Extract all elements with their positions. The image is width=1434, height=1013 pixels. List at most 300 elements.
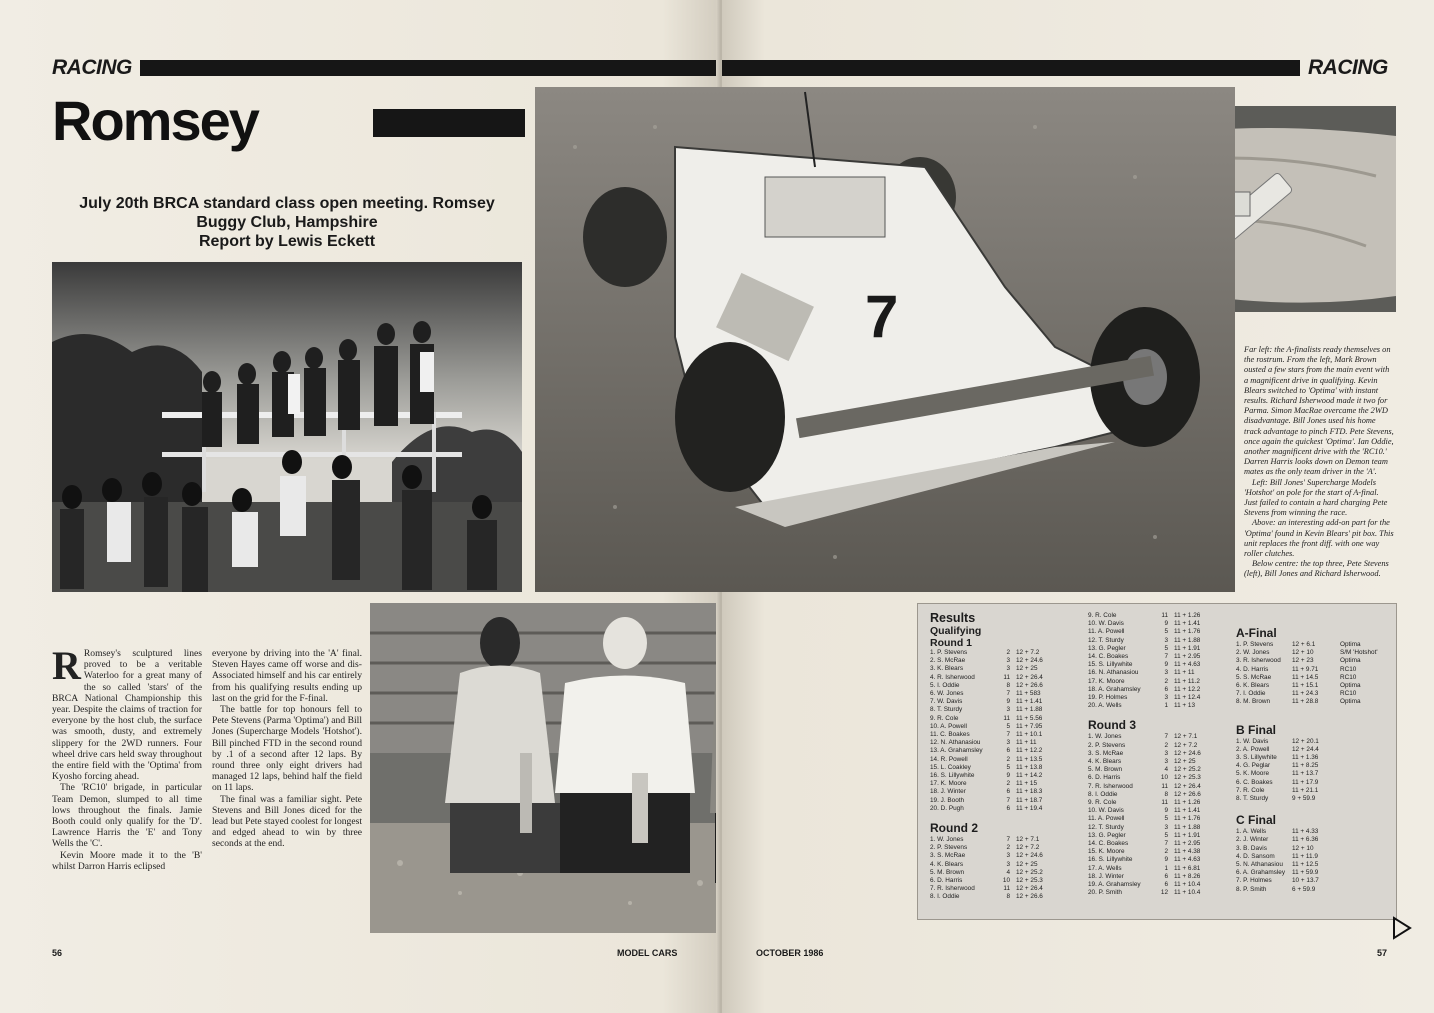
result-cell: 6 <box>1164 881 1168 889</box>
result-row <box>1088 758 1238 766</box>
result-cell: 11 + 18.3 <box>1016 788 1043 796</box>
result-cell: 7 <box>1164 733 1168 741</box>
result-row <box>930 723 1080 731</box>
result-row <box>1236 746 1392 754</box>
result-cell: 12 + 7.2 <box>1016 649 1040 656</box>
result-cell: 7. I. Oddie <box>1236 690 1266 698</box>
result-cell: RC10 <box>1340 673 1357 681</box>
result-cell: 6. A. Grahamsley <box>1236 869 1286 877</box>
result-cell: 11 <box>1161 799 1168 807</box>
result-row <box>930 739 1080 747</box>
a-final-rows <box>1236 641 1392 707</box>
result-row <box>1088 702 1238 710</box>
result-cell: 12 + 10 <box>1292 844 1314 852</box>
result-cell: 9 <box>1006 772 1010 780</box>
result-cell: 3. S. McRae <box>1088 749 1124 757</box>
result-cell: 14. C. Boakes <box>1088 840 1129 848</box>
result-cell: 11 + 11 <box>1174 669 1195 677</box>
result-cell: 1. W. Davis <box>1236 737 1269 745</box>
result-cell: 17. K. Moore <box>1088 677 1125 685</box>
c-final-rows <box>1236 828 1392 894</box>
result-cell: 12 + 26.6 <box>1174 790 1201 798</box>
issue-date: OCTOBER 1986 <box>756 948 824 958</box>
result-row <box>1088 750 1238 758</box>
body-paragraph: The battle for top honours fell to Pete Stevens (Parma 'Optima') and Bill Jones (Supercharge Models 'Hotshot'). Bill pinched FTD in the second round by .1 of a second after 12 laps. By round three only eight drivers had managed 12 laps, behind half the field on 11 laps. <box>212 704 362 794</box>
result-cell: 18. J. Winter <box>930 788 966 796</box>
result-cell: 19. P. Holmes <box>1088 694 1128 702</box>
result-row <box>930 869 1080 877</box>
round-2-continued-rows <box>1088 612 1238 710</box>
body-paragraph: everyone by driving into the 'A' final. Steven Hayes came off worse and dis-Associated himself and his car entirely from his qualifying results ending up last on the grid for the F-final. <box>212 648 362 704</box>
result-row <box>1088 865 1238 873</box>
result-cell: 7. R. Isherwood <box>1088 782 1133 790</box>
result-cell: 4. D. Sansom <box>1236 852 1275 860</box>
result-cell: 12 + 26.6 <box>1016 893 1043 901</box>
result-cell: 18. J. Winter <box>1088 872 1124 880</box>
result-cell: 3 <box>1164 823 1168 831</box>
result-cell: 11 + 11 <box>1016 739 1037 747</box>
result-cell: 12 + 26.4 <box>1016 673 1043 681</box>
result-row <box>1088 628 1238 636</box>
result-cell: 11 + 14.5 <box>1292 673 1319 681</box>
result-cell: 11 + 6.81 <box>1174 864 1201 872</box>
result-cell: 19. A. Grahamsley <box>1088 881 1141 889</box>
result-cell: 16. S. Lillywhite <box>1088 856 1133 864</box>
result-row <box>1236 886 1392 894</box>
result-cell: 2 <box>1164 848 1168 856</box>
result-cell: 12 + 24.6 <box>1016 852 1043 860</box>
result-row <box>1236 779 1392 787</box>
result-cell: 11 + 1.76 <box>1174 815 1201 823</box>
result-cell: 1. P. Stevens <box>1236 641 1274 648</box>
standfirst <box>52 194 522 251</box>
result-cell: 10 + 13.7 <box>1292 877 1319 885</box>
result-cell: 3. R. Isherwood <box>1236 657 1281 665</box>
result-cell: 11 + 21.1 <box>1292 786 1319 794</box>
result-cell: 1 <box>1164 702 1168 710</box>
result-cell: 11 + 13.8 <box>1016 763 1043 771</box>
result-cell: 20. A. Wells <box>1088 702 1122 710</box>
result-row <box>930 649 1080 657</box>
result-cell: 2 <box>1006 755 1010 763</box>
result-cell: 3 <box>1006 706 1010 714</box>
result-cell: 6. C. Boakes <box>1236 778 1273 786</box>
result-cell: Optima <box>1340 682 1361 690</box>
result-cell: 12 + 25.3 <box>1016 877 1043 885</box>
result-cell: 8 <box>1164 790 1168 798</box>
result-row <box>930 877 1080 885</box>
result-cell: 8 <box>1006 893 1010 901</box>
result-cell: 11 + 15 <box>1016 780 1038 788</box>
result-row <box>930 797 1080 805</box>
result-cell: 12 + 7.2 <box>1016 844 1040 852</box>
result-cell: 1. A. Wells <box>1236 828 1267 836</box>
result-cell: 11 + 7.95 <box>1016 722 1043 730</box>
result-row <box>1236 754 1392 762</box>
result-cell: 20. D. Pugh <box>930 804 964 812</box>
result-row <box>1088 694 1238 702</box>
result-row <box>1088 669 1238 677</box>
result-cell: 11 + 6.36 <box>1292 836 1319 844</box>
result-cell: 8. P. Smith <box>1236 885 1267 893</box>
result-row <box>930 772 1080 780</box>
result-cell: 5. N. Athanasiou <box>1236 861 1283 869</box>
result-cell: 4. R. Isherwood <box>930 673 975 681</box>
result-cell: 11 + 9.71 <box>1292 665 1319 673</box>
body-column-1 <box>52 643 202 872</box>
result-cell: 5. S. McRae <box>1236 673 1272 681</box>
result-row <box>930 844 1080 852</box>
result-cell: 2. J. Winter <box>1236 836 1269 844</box>
result-row <box>1236 738 1392 746</box>
result-cell: RC10 <box>1340 665 1357 673</box>
result-cell: 11 + 1.41 <box>1174 620 1201 628</box>
result-cell: 14. C. Boakes <box>1088 653 1129 661</box>
result-cell: 14. R. Powell <box>930 755 968 763</box>
result-row <box>1088 612 1238 620</box>
result-row <box>1088 620 1238 628</box>
rostrum-photo <box>52 262 522 592</box>
result-row <box>930 682 1080 690</box>
result-cell: 3 <box>1164 636 1168 644</box>
result-cell: 12 + 25 <box>1016 665 1038 673</box>
caption-paragraph: Far left: the A-finalists ready themselves on the rostrum. From the left, Mark Brown ousted a few stars from the main event with a magnificent drive in qualifying. Kevin Blears switched to 'Optima' with instant results. Richard Isherwood made it two for Parma. Simon MacRae overcame the 2WD disadvantage. Bill Jones used his home track advantage to pinch FTD. Pete Stevens, once again the quickest 'Optima'. Ian Oddie, another magnificent drive with the 'RC10.' Darren Harris looks down on Demon team mates as the only team driver in the 'A'. <box>1244 345 1394 477</box>
result-cell: 2 <box>1164 741 1168 749</box>
result-cell: 9. R. Cole <box>1088 799 1117 807</box>
result-row <box>1088 774 1238 782</box>
result-row <box>1088 637 1238 645</box>
result-cell: Optima <box>1340 657 1361 665</box>
result-row <box>1088 645 1238 653</box>
body-paragraph: R Romsey's sculptured lines proved to be a veritable Waterloo for a great many of the so called 'stars' of the BRCA National Championship this year. Despite the claims of traction for everyone by the host club, the surface was smooth, dusty, and extremely slippery for the 2WD runners. Four wheel drive cars held sway throughout the entire field with the 'Optima' from Kyosho forcing ahead. <box>52 643 202 783</box>
result-cell: 11 + 1.91 <box>1174 644 1201 652</box>
continue-arrow-icon <box>1392 916 1412 940</box>
result-row <box>930 715 1080 723</box>
result-cell: 11 + 1.41 <box>1174 807 1201 815</box>
result-cell: 11 + 14.2 <box>1016 772 1043 780</box>
result-cell: 11 + 11.2 <box>1174 677 1200 685</box>
section-rule-left <box>140 60 720 76</box>
result-cell: 11 + 4.63 <box>1174 856 1201 864</box>
a-final-heading: A-Final <box>1236 626 1277 640</box>
result-row <box>1088 766 1238 774</box>
result-row <box>930 885 1080 893</box>
result-cell: 6 <box>1164 872 1168 880</box>
result-cell: 12 + 6.1 <box>1292 641 1316 648</box>
result-cell: 7. R. Cole <box>1236 786 1265 794</box>
result-row <box>1236 649 1392 657</box>
result-row <box>930 657 1080 665</box>
result-cell: 11 <box>1003 673 1010 681</box>
caption-paragraph: Above: an interesting add-on part for the 'Optima' found in Kevin Blears' pit box. This unit replaces the front diff. with one way roller clutches. <box>1244 518 1394 559</box>
result-cell: 8. I. Oddie <box>930 893 960 901</box>
result-row <box>1236 674 1392 682</box>
section-rule-right <box>722 60 1300 76</box>
result-cell: 9 <box>1164 807 1168 815</box>
result-cell: 11 + 12.5 <box>1292 861 1319 869</box>
result-cell: 3 <box>1164 669 1168 677</box>
result-row <box>1088 889 1238 897</box>
result-cell: 5. M. Brown <box>930 868 965 876</box>
result-row <box>1088 873 1238 881</box>
result-cell: 2. P. Stevens <box>1088 741 1126 749</box>
qualifying-heading: Qualifying <box>930 625 982 637</box>
result-cell: RC10 <box>1340 690 1357 698</box>
b-final-heading: B Final <box>1236 722 1277 737</box>
result-cell: 8. M. Brown <box>1236 698 1271 706</box>
result-cell: 11 + 13.7 <box>1292 770 1319 778</box>
result-cell: 11 + 1.76 <box>1174 628 1201 636</box>
result-row <box>1236 770 1392 778</box>
result-cell: 11 + 12.2 <box>1174 685 1201 693</box>
result-cell: 11 + 4.33 <box>1292 828 1319 836</box>
result-row <box>930 893 1080 901</box>
result-row <box>1088 791 1238 799</box>
result-cell: 5. M. Brown <box>1088 766 1123 774</box>
result-row <box>1236 641 1392 649</box>
result-cell: 6. K. Blears <box>1236 682 1270 690</box>
result-row <box>930 756 1080 764</box>
result-row <box>1236 836 1392 844</box>
result-cell: 12 + 24.6 <box>1016 657 1043 665</box>
result-row <box>1236 853 1392 861</box>
result-cell: 6 <box>1164 685 1168 693</box>
result-cell: 11 + 4.38 <box>1174 848 1201 856</box>
result-cell: 11 + 1.88 <box>1016 706 1043 714</box>
result-row <box>930 836 1080 844</box>
result-cell: 7 <box>1006 690 1010 698</box>
result-cell: 5. K. Moore <box>1236 770 1270 778</box>
result-row <box>1088 807 1238 815</box>
result-cell: 11 + 24.3 <box>1292 690 1319 698</box>
folio-left: 56 <box>52 948 63 958</box>
result-row <box>1236 869 1392 877</box>
result-cell: 13. A. Grahamsley <box>930 747 983 755</box>
result-cell: 3. S. McRae <box>930 852 966 860</box>
result-cell: 18. A. Grahamsley <box>1088 685 1141 693</box>
result-cell: 11 + 28.8 <box>1292 698 1319 706</box>
result-cell: 9 <box>1164 620 1168 628</box>
result-cell: 13. G. Pegler <box>1088 644 1126 652</box>
result-cell: 17. K. Moore <box>930 780 967 788</box>
result-cell: 11 + 17.9 <box>1292 778 1319 786</box>
result-cell: 11 + 10.4 <box>1174 889 1201 897</box>
result-cell: 10. W. Davis <box>1088 620 1124 628</box>
result-cell: 17. A. Wells <box>1088 864 1122 872</box>
result-row <box>1088 799 1238 807</box>
result-cell: 11. C. Boakes <box>930 731 970 739</box>
buggy-photo <box>535 87 1235 592</box>
result-cell: 3 <box>1164 758 1168 766</box>
result-cell: 2 <box>1006 780 1010 788</box>
result-cell: 12 <box>1160 889 1168 897</box>
result-row <box>1088 840 1238 848</box>
result-cell: 12 + 25.2 <box>1174 766 1201 774</box>
result-row <box>1236 762 1392 770</box>
c-final-heading: C Final <box>1236 813 1277 828</box>
headline: Romsey <box>52 89 258 152</box>
result-cell: 11 + 2.95 <box>1174 653 1201 661</box>
round-1-heading: Round 1 <box>930 637 972 649</box>
results-table <box>917 603 1397 920</box>
result-cell: 13. G. Pegler <box>1088 831 1126 839</box>
result-cell: 11 + 8.26 <box>1174 872 1201 880</box>
result-cell: 12 + 24.4 <box>1292 745 1319 753</box>
result-cell: 1. P. Stevens <box>930 649 968 656</box>
result-cell: 8. T. Sturdy <box>1236 795 1269 803</box>
round-2-heading: Round 2 <box>930 821 978 836</box>
result-row <box>1236 877 1392 885</box>
result-cell: 16. S. Lillywhite <box>930 772 975 780</box>
result-cell: 6 <box>1006 747 1010 755</box>
result-row <box>1236 845 1392 853</box>
result-cell: 10. W. Davis <box>1088 807 1124 815</box>
result-cell: 1. W. Jones <box>930 836 964 844</box>
result-cell: 9. R. Cole <box>1088 612 1117 619</box>
result-cell: 4. G. Peglar <box>1236 762 1271 770</box>
result-row <box>930 764 1080 772</box>
result-cell: 11 + 2.95 <box>1174 840 1201 848</box>
result-cell: 20. P. Smith <box>1088 889 1122 897</box>
drop-cap: R <box>52 643 81 688</box>
result-cell: 11 + 13 <box>1174 702 1196 710</box>
result-cell: 19. J. Booth <box>930 796 965 804</box>
section-tag-left: RACING <box>52 56 132 79</box>
result-row <box>1088 832 1238 840</box>
result-row <box>1236 861 1392 869</box>
result-row <box>930 690 1080 698</box>
svg-text:7: 7 <box>865 283 899 350</box>
result-cell: 7 <box>1006 836 1010 844</box>
result-cell: 2 <box>1006 844 1010 852</box>
result-cell: 4. D. Harris <box>1236 665 1269 673</box>
result-cell: 7 <box>1164 840 1168 848</box>
result-cell: 7. P. Holmes <box>1236 877 1272 885</box>
result-row <box>1236 795 1392 803</box>
result-cell: 4 <box>1164 766 1168 774</box>
folio-right: 57 <box>1377 948 1388 958</box>
standfirst-line-1: July 20th BRCA standard class open meeting. Romsey <box>79 195 495 212</box>
result-row <box>1236 698 1392 706</box>
results-column-2 <box>1088 612 1238 898</box>
result-cell: 9 <box>1164 661 1168 669</box>
result-row <box>1088 881 1238 889</box>
result-cell: 10 <box>1002 877 1010 885</box>
result-cell: Optima <box>1340 641 1361 648</box>
result-row <box>1088 815 1238 823</box>
result-row <box>1236 657 1392 665</box>
result-cell: 3 <box>1006 739 1010 747</box>
result-cell: 12 + 26.6 <box>1016 681 1043 689</box>
result-cell: 12 + 7.1 <box>1174 733 1198 741</box>
result-cell: 12. N. Athanasiou <box>930 739 981 747</box>
result-cell: 10. A. Powell <box>930 722 967 730</box>
result-row <box>1236 666 1392 674</box>
result-row <box>1088 653 1238 661</box>
result-cell: 1. W. Jones <box>1088 733 1122 741</box>
result-cell: 10 <box>1160 774 1168 782</box>
result-row <box>930 731 1080 739</box>
section-tag-right: RACING <box>1308 56 1388 79</box>
result-cell: 11 + 18.7 <box>1016 796 1043 804</box>
result-row <box>930 780 1080 788</box>
result-row <box>1088 783 1238 791</box>
round-3-heading: Round 3 <box>1088 718 1136 733</box>
result-cell: 8 <box>1006 681 1010 689</box>
result-cell: 2 <box>1006 649 1010 656</box>
result-cell: 12 + 25 <box>1016 860 1038 868</box>
result-cell: 3 <box>1006 665 1010 673</box>
result-cell: 8. I. Oddie <box>1088 790 1118 798</box>
result-cell: 6. W. Jones <box>930 690 964 698</box>
result-cell: 3. S. Lillywhite <box>1236 754 1277 762</box>
result-cell: 9 <box>1164 856 1168 864</box>
result-cell: 11 <box>1003 885 1010 893</box>
result-cell: 12 + 23 <box>1292 657 1314 665</box>
round-1-rows <box>930 649 1080 813</box>
result-cell: 11 + 19.4 <box>1016 804 1043 812</box>
result-row <box>930 665 1080 673</box>
result-cell: 11 + 4.63 <box>1174 661 1201 669</box>
result-row <box>1088 824 1238 832</box>
result-cell: 11 + 10.4 <box>1174 881 1201 889</box>
result-row <box>1236 828 1392 836</box>
result-row <box>930 747 1080 755</box>
result-row <box>930 698 1080 706</box>
result-row <box>1236 682 1392 690</box>
result-cell: 6 <box>1006 804 1010 812</box>
result-cell: 11 + 10.1 <box>1016 731 1043 739</box>
body-column-2 <box>212 648 362 850</box>
result-cell: 12 + 7.1 <box>1016 836 1040 844</box>
result-cell: 11 <box>1003 714 1010 722</box>
body-paragraph: The 'RC10' brigade, in particular Team Demon, slumped to all time lows throughout the finals. Jamie Booth could only qualify for the 'D'. Lawrence Harris the 'E' and Tony Wells the 'C'. <box>52 782 202 850</box>
photo-captions <box>1244 345 1394 580</box>
result-cell: 2 <box>1164 677 1168 685</box>
standfirst-line-3: Report by Lewis Eckett <box>198 233 376 250</box>
result-cell: 11 <box>1161 612 1168 619</box>
result-cell: 11 + 5.56 <box>1016 714 1043 722</box>
body-paragraph: The final was a familiar sight. Pete Stevens and Bill Jones diced for the lead but Pete stayed coolest for longest and edged ahead to win by three seconds at the end. <box>212 793 362 850</box>
result-cell: 12 + 26.4 <box>1174 782 1201 790</box>
results-column-3 <box>1236 612 1392 894</box>
result-cell: 4 <box>1006 868 1010 876</box>
result-cell: 15. K. Moore <box>1088 848 1125 856</box>
result-row <box>930 852 1080 860</box>
result-cell: 11 + 1.41 <box>1016 698 1043 706</box>
result-row <box>1236 787 1392 795</box>
result-cell: 11 + 12.2 <box>1016 747 1043 755</box>
result-cell: 3 <box>1006 657 1010 665</box>
result-cell: 2. W. Jones <box>1236 649 1270 657</box>
standfirst-line-2: Buggy Club, Hampshire <box>196 214 378 231</box>
result-cell: 5 <box>1006 722 1010 730</box>
result-row <box>930 805 1080 813</box>
result-cell: 12 + 25.3 <box>1174 774 1201 782</box>
result-cell: 9 + 59.9 <box>1292 795 1316 803</box>
result-cell: 7 <box>1164 653 1168 661</box>
result-cell: 2. P. Stevens <box>930 844 968 852</box>
result-cell: 6. D. Harris <box>930 877 963 885</box>
result-cell: 11 + 15.1 <box>1292 682 1319 690</box>
result-cell: 11 + 1.26 <box>1174 612 1201 619</box>
result-row <box>1088 661 1238 669</box>
result-cell: 12 + 26.4 <box>1016 885 1043 893</box>
result-cell: 3 <box>1006 852 1010 860</box>
round-3-rows <box>1088 733 1238 897</box>
result-cell: 12 + 20.1 <box>1292 737 1319 745</box>
result-row <box>1088 686 1238 694</box>
